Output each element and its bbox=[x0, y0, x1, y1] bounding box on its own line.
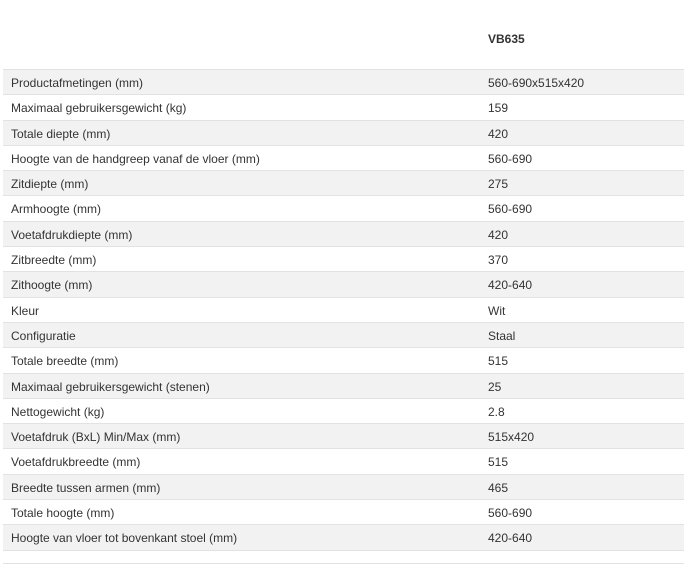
row-label: Zitdiepte (mm) bbox=[11, 177, 89, 192]
row-label: Totale breedte (mm) bbox=[11, 354, 119, 369]
row-label: Totale hoogte (mm) bbox=[11, 506, 115, 521]
table-row bbox=[3, 121, 684, 146]
row-value: 420 bbox=[488, 227, 509, 242]
table-row bbox=[3, 222, 684, 247]
row-label: Nettogewicht (kg) bbox=[11, 404, 105, 419]
row-value: 159 bbox=[488, 101, 509, 116]
table-row bbox=[3, 399, 684, 424]
row-label: Zithoogte (mm) bbox=[11, 278, 93, 293]
table-row bbox=[3, 95, 684, 120]
spec-rows bbox=[3, 70, 684, 551]
table-row bbox=[3, 272, 684, 297]
row-value: 560-690 bbox=[488, 151, 533, 166]
row-label: Voetafdrukdiepte (mm) bbox=[11, 227, 133, 242]
row-value: 515 bbox=[488, 354, 509, 369]
table-row bbox=[3, 70, 684, 95]
row-value: 370 bbox=[488, 253, 509, 268]
table-row bbox=[3, 146, 684, 171]
row-label: Hoogte van vloer tot bovenkant stoel (mm) bbox=[11, 531, 238, 546]
row-value: 465 bbox=[488, 480, 509, 495]
row-value: 420 bbox=[488, 126, 509, 141]
row-value: Staal bbox=[488, 328, 516, 343]
row-value: 420-640 bbox=[488, 278, 533, 293]
row-label: Configuratie bbox=[11, 328, 76, 343]
row-label: Maximaal gebruikersgewicht (stenen) bbox=[11, 379, 210, 394]
table-row bbox=[3, 374, 684, 399]
row-value: 420-640 bbox=[488, 531, 533, 546]
row-value: 515x420 bbox=[488, 430, 535, 445]
row-label: Breedte tussen armen (mm) bbox=[11, 480, 161, 495]
row-value: 25 bbox=[488, 379, 502, 394]
table-row bbox=[3, 500, 684, 525]
row-label: Zitbreedte (mm) bbox=[11, 253, 97, 268]
row-value: Wit bbox=[488, 303, 506, 318]
row-label: Totale diepte (mm) bbox=[11, 126, 111, 141]
table-bottom-divider bbox=[3, 563, 684, 564]
table-header bbox=[3, 0, 684, 70]
table-row bbox=[3, 196, 684, 221]
row-value: 560-690 bbox=[488, 202, 533, 217]
row-label: Maximaal gebruikersgewicht (kg) bbox=[11, 101, 187, 116]
table-row bbox=[3, 424, 684, 449]
model-name: VB635 bbox=[488, 32, 525, 46]
row-value: 2.8 bbox=[488, 404, 505, 419]
table-row bbox=[3, 323, 684, 348]
table-row bbox=[3, 171, 684, 196]
row-label: Voetafdruk (BxL) Min/Max (mm) bbox=[11, 430, 181, 445]
table-row bbox=[3, 475, 684, 500]
table-row bbox=[3, 247, 684, 272]
table-row bbox=[3, 348, 684, 373]
row-value: 560-690x515x420 bbox=[488, 76, 585, 90]
row-label: Armhoogte (mm) bbox=[11, 202, 102, 217]
row-label: Voetafdrukbreedte (mm) bbox=[11, 455, 141, 470]
row-label: Productafmetingen (mm) bbox=[11, 76, 144, 90]
specification-table bbox=[3, 0, 684, 564]
table-row bbox=[3, 525, 684, 550]
row-value: 560-690 bbox=[488, 506, 533, 521]
row-label: Kleur bbox=[11, 303, 40, 318]
row-value: 515 bbox=[488, 455, 509, 470]
table-row bbox=[3, 298, 684, 323]
table-row bbox=[3, 449, 684, 474]
row-label: Hoogte van de handgreep vanaf de vloer (mm) bbox=[11, 151, 260, 166]
row-value: 275 bbox=[488, 177, 509, 192]
